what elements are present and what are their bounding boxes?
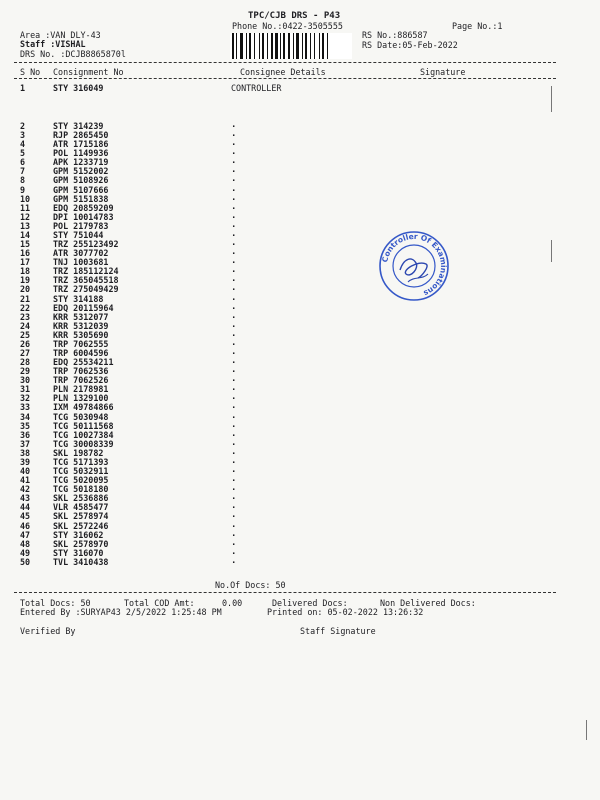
total-cod-label: Total COD Amt: <box>124 598 195 608</box>
table-row <box>0 439 600 448</box>
row-consignee-marker: . <box>231 465 237 476</box>
row-consignee-marker: . <box>231 147 237 158</box>
table-row <box>0 212 600 221</box>
row-consignee-marker: . <box>231 546 237 557</box>
row-sno: 37 <box>20 438 31 449</box>
row-consignment-no: STY 751044 <box>53 229 104 240</box>
row-sno: 28 <box>20 357 31 368</box>
row-consignee-marker: . <box>231 319 237 330</box>
row-consignee-marker: . <box>231 383 237 394</box>
barcode-bar <box>280 33 281 59</box>
row-sno: 38 <box>20 447 31 458</box>
footer-divider <box>14 592 556 593</box>
row-consignment-no: TCG 5032911 <box>53 466 109 477</box>
column-header-sno: S No <box>20 67 41 77</box>
table-row <box>0 412 600 421</box>
row-consignment-no: TCG 5020095 <box>53 475 109 486</box>
table-row <box>0 166 600 175</box>
document-title: TPC/CJB DRS - P43 <box>248 11 341 21</box>
row-consignment-no: TRP 6004596 <box>53 348 109 358</box>
row-consignee-marker: . <box>231 510 237 521</box>
row-consignee-marker: . <box>231 292 237 303</box>
row-consignment-no: STY 316062 <box>53 529 104 540</box>
row-consignee-marker: . <box>231 555 237 566</box>
barcode-bar <box>319 33 320 59</box>
row-sno: 30 <box>20 375 31 386</box>
table-row <box>0 402 600 411</box>
row-sno: 32 <box>20 393 31 404</box>
row-consignment-no: TRP 7062526 <box>53 375 109 386</box>
row-sno: 10 <box>20 193 31 204</box>
row-sno: 34 <box>20 411 31 422</box>
row-consignment-no: SKL 2536886 <box>53 493 109 504</box>
row-consignee-marker: . <box>231 446 237 457</box>
table-row <box>0 303 600 312</box>
row-sno: 25 <box>20 329 31 340</box>
row-sno: 48 <box>20 538 31 549</box>
table-row <box>0 502 600 511</box>
row-sno: 23 <box>20 311 31 322</box>
row-consignment-no: TRZ 365045518 <box>53 275 119 286</box>
table-row <box>0 448 600 457</box>
row-consignment-no: POL 1149936 <box>53 148 109 159</box>
barcode-bar <box>310 33 311 59</box>
barcode-bar <box>314 33 315 59</box>
table-row <box>0 157 600 166</box>
barcode-bar <box>322 33 324 59</box>
row-consignment-no: EDQ 20115964 <box>53 302 114 313</box>
signature-margin-mark <box>551 86 552 112</box>
table-row <box>0 275 600 284</box>
row-consignment-no: TNJ 1003681 <box>53 257 109 268</box>
table-row <box>0 330 600 339</box>
row-consignment-no: TCG 5171393 <box>53 456 109 467</box>
header-divider <box>14 62 556 63</box>
row-consignee-marker: . <box>231 356 237 367</box>
row-consignee-marker: . <box>231 347 237 357</box>
row-consignee-marker: . <box>231 283 237 294</box>
row-consignment-no: TVL 3410438 <box>53 556 109 567</box>
row-consignee-marker: . <box>231 410 237 421</box>
row-consignment-no: SKL 2578974 <box>53 511 109 522</box>
table-row <box>0 393 600 402</box>
barcode-bar <box>293 33 294 59</box>
row-consignee-marker: . <box>231 247 237 258</box>
row-consignment-no: TRZ 275049429 <box>53 284 119 295</box>
row-consignee-marker: . <box>231 256 237 267</box>
row-consignee-marker: . <box>231 238 237 249</box>
total-cod-value: 0.00 <box>222 598 243 608</box>
table-row <box>0 321 600 330</box>
table-row <box>0 230 600 239</box>
row-consignee-marker: . <box>231 129 237 140</box>
row-consignment-no: SKL 2572246 <box>53 520 109 531</box>
row-sno: 45 <box>20 511 31 522</box>
table-row <box>0 148 600 157</box>
row-consignee-marker: . <box>231 337 237 348</box>
row-sno: 46 <box>20 520 31 531</box>
table-row <box>0 339 600 348</box>
row-consignee-marker: . <box>231 419 237 430</box>
drs-number: DRS No. :DCJB8865870l <box>20 49 126 59</box>
row-sno: 20 <box>20 284 31 295</box>
row-consignee-marker: . <box>231 374 237 385</box>
row-consignee-marker: . <box>231 501 237 512</box>
row-consignment-no: GPM 5152002 <box>53 166 109 177</box>
controller-stamp <box>378 230 450 306</box>
barcode-bar <box>305 33 307 59</box>
phone-number: Phone No.:0422-3505555 <box>232 21 343 31</box>
row-consignment-no: STY 314188 <box>53 293 104 304</box>
row-sno: 47 <box>20 529 31 540</box>
staff-signature: Staff Signature <box>300 626 376 636</box>
row-sno: 27 <box>20 348 31 358</box>
row-consignment-no: TRZ 185112124 <box>53 266 119 277</box>
table-row <box>0 139 600 148</box>
barcode-bar <box>296 33 299 59</box>
row-consignee-marker: . <box>231 120 237 130</box>
barcode-bar <box>302 33 303 59</box>
table-row <box>0 348 600 357</box>
row-consignee-marker: . <box>231 328 237 339</box>
row-sno: 3 <box>20 130 26 141</box>
row-consignment-no: GPM 5107666 <box>53 184 109 195</box>
barcode <box>230 33 352 59</box>
row-consignment-no: TCG 10027384 <box>53 429 114 440</box>
svg-text:Controller Of Examinations: Controller Of Examinations <box>380 231 449 298</box>
row-sno: 16 <box>20 248 31 259</box>
row-consignee-marker: . <box>231 519 237 530</box>
row-sno: 13 <box>20 220 31 231</box>
column-header-divider <box>14 78 556 79</box>
row-consignment-no: STY 316049 <box>53 83 104 93</box>
table-row <box>0 484 600 493</box>
table-row <box>0 557 600 566</box>
row-consignee-marker: . <box>231 474 237 485</box>
column-header-consignment: Consignment No <box>53 67 124 77</box>
row-consignment-no: TCG 50111568 <box>53 420 114 431</box>
row-sno: 18 <box>20 266 31 277</box>
row-sno: 4 <box>20 139 26 150</box>
row-consignment-no: SKL 2578970 <box>53 538 109 549</box>
row-consignee-marker: . <box>231 138 237 149</box>
row-consignee-marker: . <box>231 165 237 176</box>
row-sno: 7 <box>20 166 26 177</box>
row-consignee-marker: . <box>231 483 237 494</box>
barcode-bar <box>254 33 255 59</box>
table-row <box>0 466 600 475</box>
table-row <box>0 185 600 194</box>
page-number: Page No.:1 <box>452 21 503 31</box>
row-consignment-no: TRZ 255123492 <box>53 239 119 250</box>
printed-on: Printed on: 05-02-2022 13:26:32 <box>267 607 424 617</box>
row-consignment-no: KRR 5312039 <box>53 320 109 331</box>
table-row <box>0 539 600 548</box>
barcode-bar <box>271 33 273 59</box>
row-consignment-no: TCG 5030948 <box>53 411 109 422</box>
row-consignee-marker: . <box>231 265 237 276</box>
row-sno: 50 <box>20 556 31 567</box>
row-consignee-marker: . <box>231 401 237 412</box>
table-row <box>0 366 600 375</box>
row-sno: 8 <box>20 175 26 186</box>
row-sno: 21 <box>20 293 31 304</box>
row-consignee-marker: . <box>231 219 237 230</box>
row-consignee-marker: . <box>231 156 237 167</box>
row-consignee-marker: . <box>231 492 237 503</box>
barcode-bar <box>246 33 247 59</box>
row-sno: 35 <box>20 420 31 431</box>
row-consignee-marker: . <box>231 365 237 376</box>
row-consignment-no: ATR 3077702 <box>53 248 109 259</box>
row-sno: 42 <box>20 484 31 495</box>
row-sno: 17 <box>20 257 31 268</box>
row-sno: 14 <box>20 229 31 240</box>
row-sno: 33 <box>20 402 31 413</box>
row-consignment-no: PLN 2178981 <box>53 384 109 395</box>
no-of-docs: No.Of Docs: 50 <box>215 580 286 590</box>
table-row <box>0 257 600 266</box>
barcode-bar <box>236 33 237 59</box>
row-consignee-marker: . <box>231 228 237 239</box>
row-consignment-no: TCG 5018180 <box>53 484 109 495</box>
table-row <box>0 294 600 303</box>
row-sno: 40 <box>20 466 31 477</box>
table-row <box>0 511 600 520</box>
table-row <box>0 266 600 275</box>
non-delivered-docs: Non Delivered Docs: <box>380 598 476 608</box>
table-row <box>0 175 600 184</box>
row-consignee-marker: . <box>231 537 237 548</box>
table-row <box>0 548 600 557</box>
row-consignment-no: KRR 5312077 <box>53 311 109 322</box>
row-sno: 43 <box>20 493 31 504</box>
total-docs: Total Docs: 50 <box>20 598 91 608</box>
row-consignment-no: EDQ 25534211 <box>53 357 114 368</box>
row-consignment-no: VLR 4585477 <box>53 502 109 513</box>
row-consignee-marker: . <box>231 183 237 194</box>
staff-label: Staff :VISHAL <box>20 39 86 49</box>
rs-date: RS Date:05-Feb-2022 <box>362 40 458 50</box>
row-consignment-no: GPM 5151838 <box>53 193 109 204</box>
rs-number: RS No.:886587 <box>362 30 428 40</box>
row-sno: 2 <box>20 121 26 131</box>
table-row <box>0 83 600 92</box>
column-header-consignee: Consignee Details <box>240 67 326 77</box>
row-consignment-no: EDQ 20859209 <box>53 202 114 213</box>
barcode-bar <box>288 33 290 59</box>
signature-margin-mark <box>551 240 552 262</box>
row-consignee-marker: . <box>231 210 237 221</box>
area-label: Area :VAN DLY-43 <box>20 30 101 40</box>
row-consignment-no: IXM 49784866 <box>53 402 114 413</box>
table-row <box>0 457 600 466</box>
row-sno: 6 <box>20 157 26 168</box>
table-row <box>0 357 600 366</box>
row-consignment-no: GPM 5108926 <box>53 175 109 186</box>
row-consignment-no: ATR 1715186 <box>53 139 109 150</box>
row-consignee-marker: . <box>231 310 237 321</box>
table-row <box>0 194 600 203</box>
entered-by: Entered By :SURYAP43 2/5/2022 1:25:48 PM <box>20 607 222 617</box>
row-consignee-marker: . <box>231 392 237 403</box>
row-sno: 11 <box>20 202 31 213</box>
table-row <box>0 375 600 384</box>
row-consignee-marker: . <box>231 301 237 312</box>
row-consignment-no: RJP 2865450 <box>53 130 109 141</box>
table-row <box>0 203 600 212</box>
table-row <box>0 493 600 502</box>
row-sno: 29 <box>20 366 31 377</box>
row-sno: 19 <box>20 275 31 286</box>
table-row <box>0 130 600 139</box>
row-consignee-marker: . <box>231 437 237 448</box>
page-edge-mark <box>586 720 587 740</box>
table-row <box>0 521 600 530</box>
row-consignment-no: APK 1233719 <box>53 157 109 168</box>
row-consignee-marker: . <box>231 201 237 212</box>
table-row <box>0 384 600 393</box>
verified-by: Verified By <box>20 626 76 636</box>
row-sno: 49 <box>20 547 31 558</box>
row-consignment-no: TRP 7062555 <box>53 338 109 349</box>
row-sno: 41 <box>20 475 31 486</box>
row-consignee-marker: . <box>231 528 237 539</box>
row-sno: 44 <box>20 502 31 513</box>
row-consignment-no: POL 2179783 <box>53 220 109 231</box>
barcode-bar <box>232 33 234 59</box>
table-row <box>0 121 600 130</box>
table-row <box>0 221 600 230</box>
table-row <box>0 421 600 430</box>
barcode-bar <box>283 33 285 59</box>
table-row <box>0 430 600 439</box>
row-sno: 9 <box>20 184 26 195</box>
row-sno: 15 <box>20 239 31 250</box>
row-consignment-no: TCG 30008339 <box>53 438 114 449</box>
table-row <box>0 239 600 248</box>
row-consignee-marker: . <box>231 174 237 185</box>
barcode-bar <box>240 33 243 59</box>
row-sno: 31 <box>20 384 31 395</box>
row-consignee-marker: . <box>231 455 237 466</box>
table-row <box>0 312 600 321</box>
row-sno: 5 <box>20 148 26 159</box>
row-sno: 24 <box>20 320 31 331</box>
row-sno: 22 <box>20 302 31 313</box>
row-consignment-no: SKL 198782 <box>53 447 104 458</box>
barcode-bar <box>275 33 278 59</box>
barcode-bar <box>267 33 268 59</box>
row-consignment-no: TRP 7062536 <box>53 366 109 377</box>
barcode-bar <box>262 33 264 59</box>
barcode-bar <box>259 33 260 59</box>
row-consignment-no: KRR 5305690 <box>53 329 109 340</box>
row-consignment-no: STY 314239 <box>53 121 104 131</box>
row-sno: 12 <box>20 211 31 222</box>
row-consignment-no: STY 316070 <box>53 547 104 558</box>
row-consignee: CONTROLLER <box>231 83 282 93</box>
table-row <box>0 284 600 293</box>
table-row <box>0 530 600 539</box>
row-sno: 26 <box>20 338 31 349</box>
row-sno: 39 <box>20 456 31 467</box>
row-consignee-marker: . <box>231 274 237 285</box>
column-header-signature: Signature <box>420 67 466 77</box>
table-row <box>0 248 600 257</box>
row-consignment-no: PLN 1329100 <box>53 393 109 404</box>
barcode-bar <box>327 33 328 59</box>
row-consignee-marker: . <box>231 428 237 439</box>
delivered-docs: Delivered Docs: <box>272 598 348 608</box>
row-sno: 1 <box>20 83 26 93</box>
row-sno: 36 <box>20 429 31 440</box>
row-consignee-marker: . <box>231 192 237 203</box>
table-row <box>0 475 600 484</box>
row-consignment-no: DPI 10014783 <box>53 211 114 222</box>
stamp-seal-icon <box>378 230 450 302</box>
barcode-bar <box>249 33 251 59</box>
